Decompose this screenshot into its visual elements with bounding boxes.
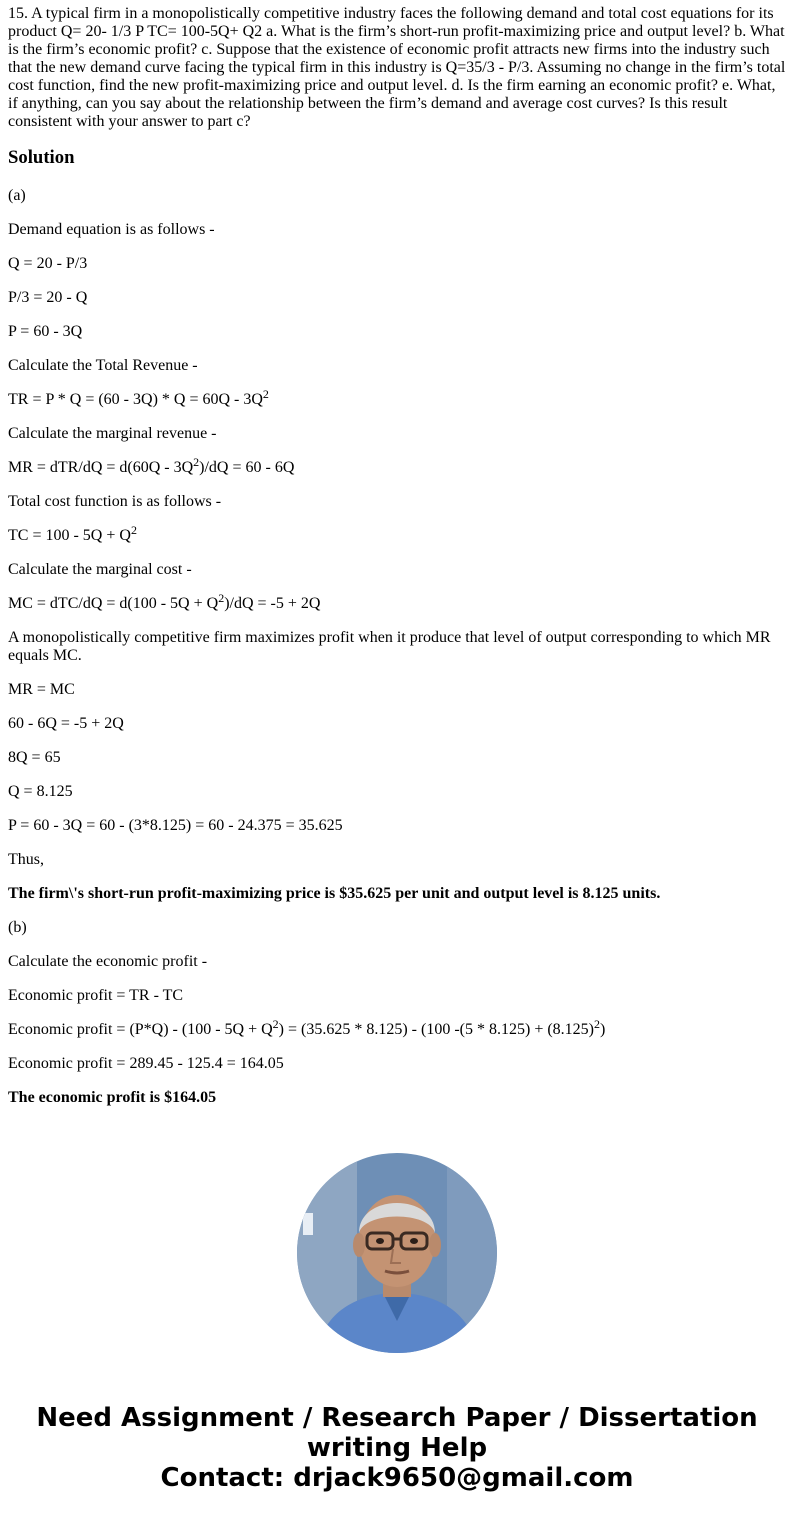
mr-intro: Calculate the marginal revenue - <box>8 425 217 442</box>
mc-equation: MC = $dTC/dQ = d(100 - 5Q + Q^2)/dQ = -5 + 2Q$ <box>8 591 321 612</box>
demand-equation-1: Q = 20 - P/3 <box>8 255 88 272</box>
mr-equation: MR = $dTR/dQ = d(60Q - 3Q^2)/dQ = 60 - 6Q$ <box>8 455 295 476</box>
demand-equation-3: P = 60 - 3Q <box>8 323 83 340</box>
tc-equation: TC = $100 - 5Q + Q^2$ <box>8 523 137 544</box>
step-3: 8Q = 65 <box>8 749 61 766</box>
step-2: 60 - 6Q = -5 + 2Q <box>8 715 124 732</box>
promo-line-2: writing Help <box>306 1433 488 1463</box>
profit-rule: A monopolistically competitive firm maximizes profit when it produce that level of output corresponding to which MR equals MC. <box>8 629 771 664</box>
step-5: P = 60 - 3Q = 60 - (3*8.125) = 60 - 24.375 = 35.625 <box>8 817 343 834</box>
step-4: Q = 8.125 <box>8 783 73 800</box>
economic-profit-intro: Calculate the economic profit - <box>8 953 208 970</box>
promo-contact: Contact: drjack9650@gmail.com <box>160 1463 634 1493</box>
part-a-label: (a) <box>8 187 26 204</box>
document-body <box>8 5 788 1123</box>
question-text: 15. A typical firm in a monopolistically competitive industry faces the following demand and total cost equations for its product Q= 20- 1/3 P TC= 100-5Q+ Q2 a. What is the firm’s short-run profit-maximizing price and output level? b. What is the firm’s economic profit? c. Suppose that the existence of economic profit attracts new firms into the industry such that the new demand curve facing the typical firm in this industry is Q=35/3 - P/3. Assuming no change in the firm’s total cost function, find the new profit-maximizing price and output level. d. Is the firm earning an economic profit? e. What, if anything, can you say about the relationship between the firm’s demand and average cost curves? Is this result consistent with your answer to part c? <box>8 5 786 130</box>
tr-intro: Calculate the Total Revenue - <box>8 357 198 374</box>
answer-b-partial: The economic profit is $164.05 <box>8 1089 217 1106</box>
tc-intro: Total cost function is as follows - <box>8 493 222 510</box>
demand-equation-2: P/3 = 20 - Q <box>8 289 88 306</box>
demand-intro: Demand equation is as follows - <box>8 221 215 238</box>
answer-a: The firm\'s short-run profit-maximizing price is $35.625 per unit and output level is 8.125 units. <box>8 885 661 902</box>
thus-text: Thus, <box>8 851 44 868</box>
author-portrait <box>297 1153 497 1353</box>
step-1: MR = MC <box>8 681 75 698</box>
tr-equation: TR = $P * Q = (60 - 3Q) * Q = 60Q - 3Q^2$ <box>8 387 269 408</box>
economic-profit-1: Economic profit = TR - TC <box>8 987 184 1004</box>
economic-profit-2: Economic profit = $(P*Q) - (100 - 5Q + Q^2) = (35.625 * 8.125) - (100$ $-(5 * 8.125) + (8.125)^2$) <box>8 1017 606 1038</box>
author-avatar <box>297 1153 497 1353</box>
promo-banner <box>0 1403 794 1493</box>
solution-heading: Solution <box>8 147 75 168</box>
part-b-label: (b) <box>8 919 27 936</box>
economic-profit-3: Economic profit = 289.45 - 125.4 = 164.05 <box>8 1055 284 1072</box>
promo-line-1: Need Assignment / Research Paper / Dissertation <box>36 1403 758 1433</box>
mc-intro: Calculate the marginal cost - <box>8 561 192 578</box>
